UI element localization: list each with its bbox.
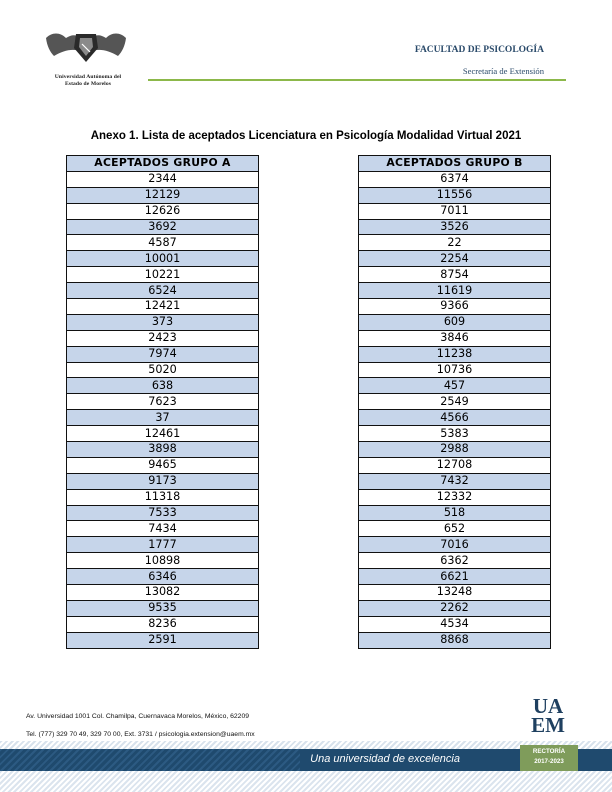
table-cell: 10221 [67, 267, 259, 283]
table-row [359, 489, 551, 505]
department-name: Secretaría de Extensión [462, 66, 544, 76]
table-row [359, 283, 551, 299]
table-row [359, 299, 551, 315]
table-row [67, 616, 259, 632]
table-cell: 22 [359, 235, 551, 251]
table-row [67, 489, 259, 505]
table-cell: 13082 [67, 585, 259, 601]
table-cell: 609 [359, 314, 551, 330]
table-row [67, 378, 259, 394]
table-cell: 9535 [67, 600, 259, 616]
university-name [38, 74, 138, 88]
table-row [359, 314, 551, 330]
table-cell: 11619 [359, 283, 551, 299]
table-row [67, 283, 259, 299]
table-cell: 2254 [359, 251, 551, 267]
faculty-name: FACULTAD DE PSICOLOGÍA [414, 45, 544, 55]
table-cell: 652 [359, 521, 551, 537]
table-row [67, 346, 259, 362]
table-row [359, 473, 551, 489]
table-cell: 12421 [67, 299, 259, 315]
table-row [359, 442, 551, 458]
uaem-logo-bottom: EM [531, 713, 565, 737]
table-row [67, 632, 259, 648]
table-row [67, 235, 259, 251]
table-cell: 6374 [359, 171, 551, 187]
table-cell: 12708 [359, 457, 551, 473]
document-title: Anexo 1. Lista de aceptados Licenciatura en Psicología Modalidad Virtual 2021 [90, 130, 522, 142]
table-cell: 2262 [359, 600, 551, 616]
table-cell: 4566 [359, 410, 551, 426]
table-cell: 11556 [359, 187, 551, 203]
table-cell: 8236 [67, 616, 259, 632]
table-row [359, 585, 551, 601]
uaem-logo-top: UA [532, 694, 564, 718]
table-row [67, 505, 259, 521]
table-cell: 2344 [67, 171, 259, 187]
table-cell: 3898 [67, 442, 259, 458]
table-row [67, 219, 259, 235]
table-row [67, 521, 259, 537]
table-row [359, 346, 551, 362]
table-row [67, 553, 259, 569]
uaem-logo [522, 694, 574, 737]
table-row [67, 394, 259, 410]
table-cell: 7623 [67, 394, 259, 410]
group-b-header: ACEPTADOS GRUPO B [359, 156, 551, 172]
table-cell: 7016 [359, 537, 551, 553]
table-row [67, 267, 259, 283]
table-cell: 9173 [67, 473, 259, 489]
group-b-table [358, 155, 551, 649]
table-row [67, 410, 259, 426]
table-cell: 518 [359, 505, 551, 521]
table-row [359, 569, 551, 585]
table-row [359, 378, 551, 394]
table-row [359, 219, 551, 235]
table-cell: 1777 [67, 537, 259, 553]
table-cell: 10736 [359, 362, 551, 378]
table-row [359, 171, 551, 187]
table-row [359, 505, 551, 521]
table-cell: 12332 [359, 489, 551, 505]
table-cell: 7432 [359, 473, 551, 489]
table-row [67, 473, 259, 489]
table-row [359, 394, 551, 410]
university-logo [38, 30, 130, 88]
table-cell: 10898 [67, 553, 259, 569]
group-a-column [66, 155, 259, 649]
university-crest-icon [44, 30, 128, 64]
table-row [359, 251, 551, 267]
footer-contact: Tel. (777) 329 70 49, 329 70 00, Ext. 3731 / psicologia.extension@uaem.mx [26, 731, 255, 738]
table-row [67, 362, 259, 378]
table-cell: 6346 [67, 569, 259, 585]
table-cell: 2988 [359, 442, 551, 458]
table-row [67, 457, 259, 473]
footer-slogan: Una universidad de excelencia [310, 753, 460, 765]
group-a-header: ACEPTADOS GRUPO A [67, 156, 259, 172]
table-row [359, 267, 551, 283]
table-row [67, 600, 259, 616]
table-cell: 2549 [359, 394, 551, 410]
table-cell: 373 [67, 314, 259, 330]
table-cell: 9366 [359, 299, 551, 315]
table-row [359, 330, 551, 346]
table-row [359, 632, 551, 648]
table-row [67, 187, 259, 203]
table-cell: 2423 [67, 330, 259, 346]
table-row [359, 616, 551, 632]
university-name-line1: Universidad Autónoma del [54, 74, 122, 80]
table-row [359, 426, 551, 442]
table-row [67, 442, 259, 458]
table-cell: 4534 [359, 616, 551, 632]
table-row [359, 203, 551, 219]
table-row [67, 569, 259, 585]
table-row [359, 537, 551, 553]
table-cell: 13248 [359, 585, 551, 601]
table-cell: 5020 [67, 362, 259, 378]
table-cell: 3846 [359, 330, 551, 346]
table-row [359, 521, 551, 537]
table-cell: 6524 [67, 283, 259, 299]
table-cell: 37 [67, 410, 259, 426]
group-a-table [66, 155, 259, 649]
table-row [67, 251, 259, 267]
table-cell: 5383 [359, 426, 551, 442]
table-cell: 3526 [359, 219, 551, 235]
table-row [67, 330, 259, 346]
table-cell: 7434 [67, 521, 259, 537]
table-cell: 12461 [67, 426, 259, 442]
table-cell: 638 [67, 378, 259, 394]
table-row [67, 299, 259, 315]
footer-address: Av. Universidad 1001 Col. Chamilpa, Cuernavaca Morelos, México, 62209 [26, 713, 250, 720]
table-cell: 11318 [67, 489, 259, 505]
table-cell: 6621 [359, 569, 551, 585]
table-cell: 8754 [359, 267, 551, 283]
table-cell: 3692 [67, 219, 259, 235]
table-row [67, 426, 259, 442]
table-row [359, 235, 551, 251]
table-cell: 457 [359, 378, 551, 394]
table-row [67, 203, 259, 219]
table-row [359, 600, 551, 616]
table-row [359, 410, 551, 426]
bottom-pattern-strip [0, 771, 612, 792]
table-row [359, 457, 551, 473]
footer-band-pattern [0, 749, 300, 771]
table-cell: 6362 [359, 553, 551, 569]
table-cell: 2591 [67, 632, 259, 648]
university-name-line2: Estado de Morelos [64, 81, 112, 87]
table-row [359, 553, 551, 569]
table-row [67, 585, 259, 601]
table-cell: 9465 [67, 457, 259, 473]
table-cell: 4587 [67, 235, 259, 251]
table-cell: 11238 [359, 346, 551, 362]
table-cell: 10001 [67, 251, 259, 267]
table-cell: 7011 [359, 203, 551, 219]
table-row [359, 187, 551, 203]
rectoria-period: 2017-2023 [534, 758, 564, 765]
rectoria-badge [520, 745, 578, 771]
table-cell: 7533 [67, 505, 259, 521]
table-row [67, 171, 259, 187]
table-cell: 12129 [67, 187, 259, 203]
table-row [67, 537, 259, 553]
table-cell: 7974 [67, 346, 259, 362]
table-row [359, 362, 551, 378]
header-divider [148, 79, 566, 81]
group-b-column [358, 155, 551, 649]
table-cell: 8868 [359, 632, 551, 648]
table-cell: 12626 [67, 203, 259, 219]
rectoria-label: RECTORÍA [532, 748, 566, 755]
table-row [67, 314, 259, 330]
